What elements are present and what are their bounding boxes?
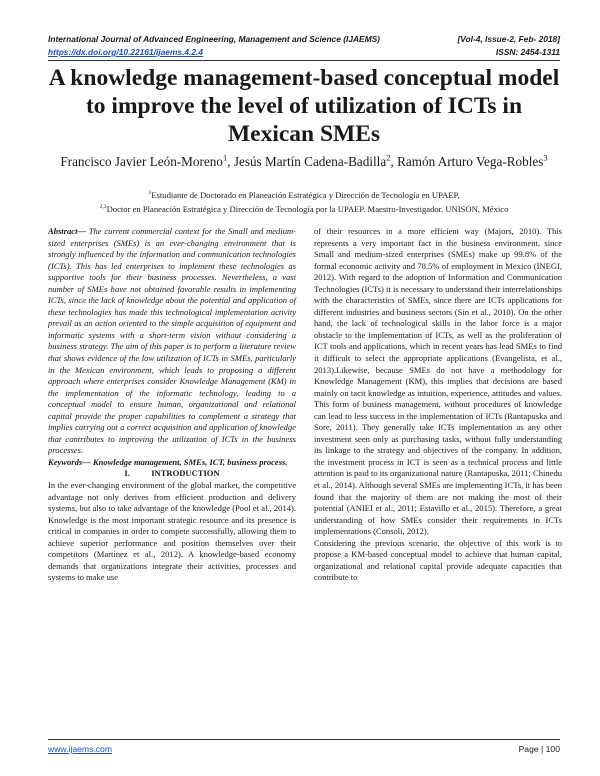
body-paragraph: of their resources in a more efficient way (Majors, 2010). This represents a very important fact in the business environment, since Small and medium-sized enterprises (SMEs) make up 99.8% of the formal economic activity and 78.5% of employment in Mexico (INEGI, 2012). With regard to the adoption of Information and Communication Technologies (ICTs) it is necessary to understand their interrelationships with the characteristics of SMEs, since there are ICTs applications for different industries and business sectors (Sin et al., 2010). On the other hand, the lack of technological skills in the labor force is a major obstacle to the implementation of ICTs, as well as the proliferation of ICT tools and applications, which in recent years has lead SMEs to find it difficult to select the appropriate applications (Evangelista, et al., 2013).Likewise, because SMEs do not have a methodology for Knowledge Management (KM), this implies that decisions are based mainly on tacit knowledge as intuition, experience, attitudes and values. This form of business management, without procedures of knowledge can lead to less success in the implementation of ICTs (Rantapuska and Sore, 2011). They generally take ICTs implementation as any other investment seen only as purchasing tasks, without fully understanding its linkage to the strategy and objectives of the company. In addition, the investment process in ICT is seen as a technical process and little attention is paid to its organizational nature (Rantapuska, 2011; Chinedu et al., 2014). Although several SMEs are implementing ICTs, it has been found that the majority of them are not making the most of their potential (ANIEI et al., 2011; Estavillo et al., 2015). Therefore, a great understanding of how SMEs consider their requirements in ICTs implementations (Consoli, 2012). (314, 226, 562, 537)
right-column (314, 226, 562, 584)
author-sup: 3 (543, 152, 548, 163)
volume-issue: [Vol-4, Issue-2, Feb- 2018] (457, 34, 560, 44)
affiliation-text: Doctor en Planeación Estratégica y Dirección de Tecnología por la UPAEP. Maestro-Investigador. UNISON, México (106, 204, 509, 214)
author-sup: 2 (386, 152, 391, 163)
author-name: Francisco Javier León-Moreno (60, 154, 223, 169)
section-heading-introduction: I. INTRODUCTION (124, 468, 220, 479)
doi-link[interactable]: https://dx.doi.org/10.22161/ijaems.4.2.4 (48, 47, 203, 57)
running-header-doi (48, 47, 560, 57)
abstract-lead: Abstract— (48, 226, 86, 236)
affiliation (48, 190, 560, 200)
page-footer (48, 739, 560, 754)
author-list: Francisco Javier León-Moreno$^1$, Jesús Martín Cadena-Badilla$^2$, Ramón Arturo Vega-Robles$^3$ (60, 152, 548, 169)
author-sup: 1 (222, 152, 228, 163)
paper-title: A knowledge management-based conceptual model to improve the level of utilization of ICTs in Mexican SMEs (48, 65, 560, 147)
page-number: Page | 100 (518, 744, 560, 754)
affiliation-text: Estudiante de Doctorado en Planeación Estratégica y Dirección de Tecnología en UPAEP, (151, 190, 460, 200)
intro-paragraph: In the ever-changing environment of the global market, the competitive advantage not only derives from efficient production and delivery systems, but also to take advantage of the knowledge (Pool et al., 2014). Knowledge is the most important strategic resource and its presence is critical in companies in order to compete successfully, allowing them to achieve superior performance and position themselves over their competitors (Martínez et al., 2012). A knowledge-based economy demands that organizations integrate their activities, processes and systems to make use (48, 480, 296, 583)
affiliation-sup: 1 (148, 190, 152, 197)
affiliation-sup: 2,3 (99, 204, 107, 211)
abstract (48, 226, 296, 457)
running-header-journal (48, 34, 560, 44)
body-paragraph: Considering the previous scenario, the objective of this work is to propose a KM-based conceptual model to achieve that human capital, organizational and relational capital provide adequate capacities that contribute to (314, 537, 562, 583)
keywords: Keywords— Knowledge management, SMEs, ICT, business process. (48, 456, 288, 467)
issn: ISSN: 2454-1311 (495, 47, 560, 57)
author-name: Jesús Martín Cadena-Badilla (233, 154, 387, 169)
affiliation (48, 204, 560, 214)
journal-site-link[interactable]: www.ijaems.com (48, 744, 112, 754)
header-divider (48, 60, 560, 61)
abstract-text: The current commercial context for the Small and medium-sized enterprises (SMEs) is an ever-changing environment that is strongly influenced by the information and communication technologies (ICTs). This has led enterprises to implement these technologies as supportive tools for their business processes. Nevertheless, a vast number of SMEs have not obtained favorable results in implementing ICTs, since the lack of knowledge about the potential and application of these technologies has made this technological implementation activity prevail as an action oriented to the simple acquisition of equipment and informatic systems with a short-term vision without considering a business strategy. The aim of this paper is to perform a literature review that shows evidence of the low utilization of ICTs in SMEs, particularly in the Mexican environment, which leads to proposing a different approach where enterprises consider Knowledge Management (KM) in the implementation of the informatic technology, leading to a conceptual model to ensure human, organizational and relational capital provide the proper capabilities to complement a strategy that implies carrying out a correct acquisition and application of knowledge that contributes to improving the utilization of ICTs in the business processes. (48, 226, 296, 456)
journal-name: International Journal of Advanced Engineering, Management and Science (IJAEMS) (48, 34, 380, 44)
left-column (48, 226, 296, 584)
author-name: Ramón Arturo Vega-Robles (397, 154, 544, 169)
